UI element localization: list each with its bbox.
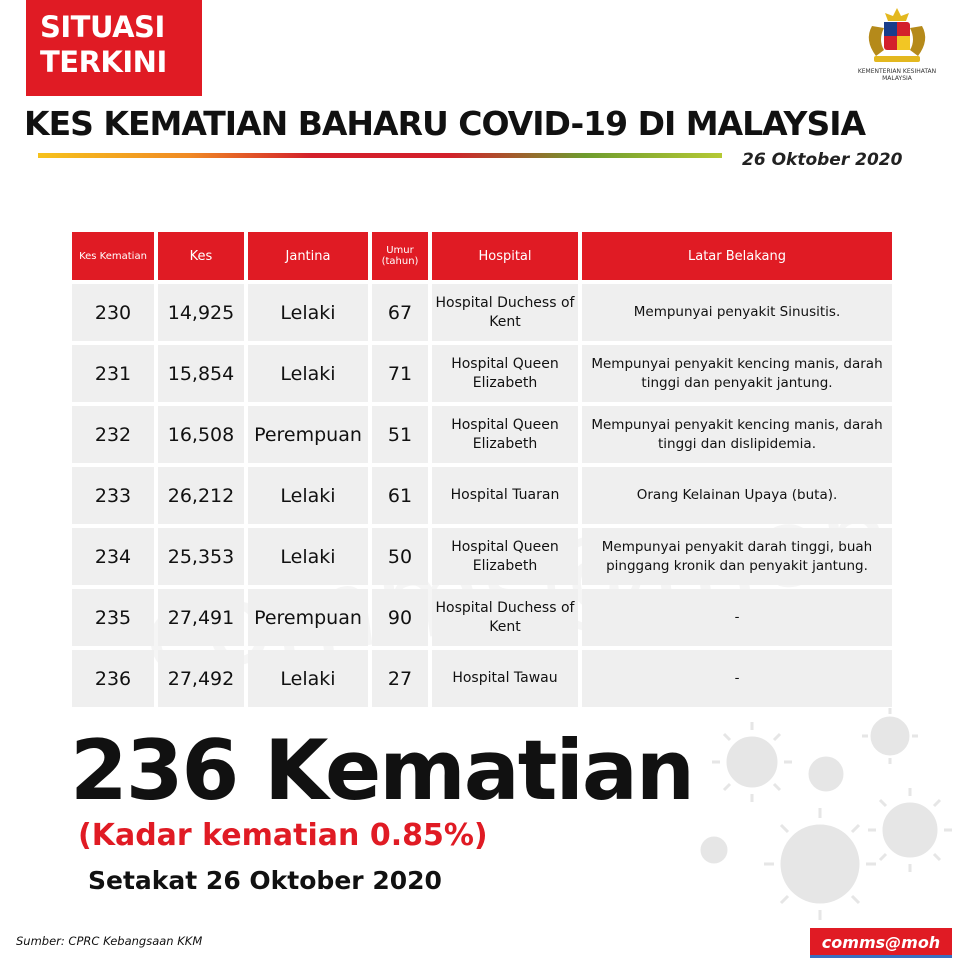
cell-latar-belakang: Mempunyai penyakit kencing manis, darah tinggi dan penyakit jantung.	[582, 345, 892, 402]
header-hospital: Hospital	[432, 232, 578, 280]
cell-umur: 90	[372, 589, 428, 646]
cell-kes-kematian: 235	[72, 589, 154, 646]
cell-hospital: Hospital Queen Elizabeth	[432, 345, 578, 402]
cell-hospital: Hospital Queen Elizabeth	[432, 406, 578, 463]
cell-kes: 27,492	[158, 650, 244, 707]
cell-kes: 16,508	[158, 406, 244, 463]
badge-line-1: SITUASI	[40, 10, 165, 44]
cell-umur: 51	[372, 406, 428, 463]
table-row	[72, 284, 892, 341]
cell-jantina: Lelaki	[248, 528, 368, 585]
table-row	[72, 467, 892, 524]
cell-umur: 71	[372, 345, 428, 402]
cell-hospital: Hospital Duchess of Kent	[432, 284, 578, 341]
source-note: Sumber: CPRC Kebangsaan KKM	[16, 934, 203, 948]
table-row	[72, 406, 892, 463]
cell-kes: 27,491	[158, 589, 244, 646]
cell-jantina: Lelaki	[248, 467, 368, 524]
cell-latar-belakang: -	[582, 589, 892, 646]
title-underline	[38, 153, 722, 158]
header-kes: Kes	[158, 232, 244, 280]
cell-kes-kematian: 230	[72, 284, 154, 341]
cell-jantina: Lelaki	[248, 284, 368, 341]
malaysia-coat-of-arms-icon	[862, 6, 932, 68]
cell-jantina: Lelaki	[248, 345, 368, 402]
table-row	[72, 345, 892, 402]
cell-hospital: Hospital Queen Elizabeth	[432, 528, 578, 585]
as-of-date: Setakat 26 Oktober 2020	[88, 866, 442, 895]
cell-kes: 15,854	[158, 345, 244, 402]
total-deaths: 236 Kematian	[70, 722, 694, 819]
header-jantina: Jantina	[248, 232, 368, 280]
comms-moh-brand: comms@moh	[810, 928, 952, 958]
cell-hospital: Hospital Tuaran	[432, 467, 578, 524]
table-row	[72, 528, 892, 585]
cell-hospital: Hospital Tawau	[432, 650, 578, 707]
cell-kes-kematian: 232	[72, 406, 154, 463]
cell-umur: 67	[372, 284, 428, 341]
cell-jantina: Perempuan	[248, 406, 368, 463]
cell-latar-belakang: Mempunyai penyakit kencing manis, darah tinggi dan dislipidemia.	[582, 406, 892, 463]
cell-kes-kematian: 233	[72, 467, 154, 524]
table-row	[72, 589, 892, 646]
death-cases-table	[68, 228, 896, 711]
coronavirus-icon	[690, 700, 960, 930]
cell-hospital: Hospital Duchess of Kent	[432, 589, 578, 646]
situasi-terkini-badge	[26, 0, 202, 96]
ministry-name: KEMENTERIAN KESIHATAN MALAYSIA	[857, 68, 937, 82]
cell-kes-kematian: 234	[72, 528, 154, 585]
cell-jantina: Perempuan	[248, 589, 368, 646]
header-latar-belakang: Latar Belakang	[582, 232, 892, 280]
table-header-row	[72, 232, 892, 280]
header-kes-kematian: Kes Kematian	[72, 232, 154, 280]
page-title: KES KEMATIAN BAHARU COVID-19 DI MALAYSIA	[24, 104, 866, 143]
header-umur: Umur (tahun)	[372, 232, 428, 280]
cell-latar-belakang: Mempunyai penyakit darah tinggi, buah pinggang kronik dan penyakit jantung.	[582, 528, 892, 585]
cell-kes: 14,925	[158, 284, 244, 341]
cell-umur: 27	[372, 650, 428, 707]
report-date: 26 Oktober 2020	[742, 150, 903, 170]
ministry-logo	[856, 6, 938, 90]
cell-umur: 61	[372, 467, 428, 524]
table-row	[72, 650, 892, 707]
badge-line-2: TERKINI	[40, 45, 167, 79]
cell-jantina: Lelaki	[248, 650, 368, 707]
fatality-rate: (Kadar kematian 0.85%)	[78, 818, 488, 853]
cell-kes: 25,353	[158, 528, 244, 585]
cell-latar-belakang: Mempunyai penyakit Sinusitis.	[582, 284, 892, 341]
cell-latar-belakang: -	[582, 650, 892, 707]
cell-kes-kematian: 236	[72, 650, 154, 707]
cell-kes-kematian: 231	[72, 345, 154, 402]
cell-umur: 50	[372, 528, 428, 585]
cell-latar-belakang: Orang Kelainan Upaya (buta).	[582, 467, 892, 524]
cell-kes: 26,212	[158, 467, 244, 524]
